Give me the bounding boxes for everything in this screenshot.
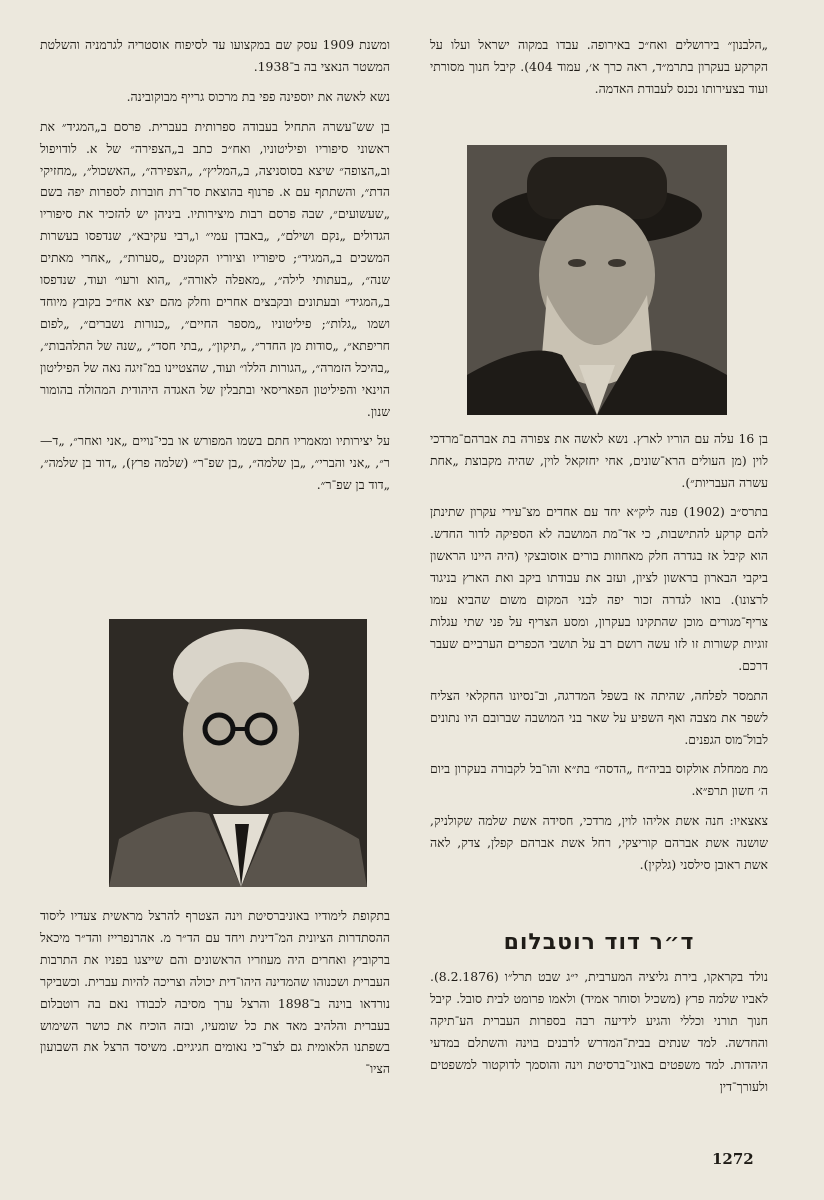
portrait-photo-man-with-hat — [467, 145, 727, 415]
paragraph: נשא לאשה את יוספינה פפי בת מרכוס גרייף מבוקובינה. — [126, 88, 390, 104]
paragraph: מת ממחלת אולקוס בביה״ח „הדסה״ בת״א והו־בל לקבורה בעקרון ביום ה׳ חשון תרפ״א. — [430, 761, 768, 799]
page-number: 1272 — [712, 1150, 754, 1168]
paragraph: „הלבנון״ בירושלים ואח״כ באירופה. עבדו במקוה ישראל ועלו על הקרקע בעקרון בתרמ״ד, ראה כרך א׳, עמוד 404). קיבל חנוך מסורתי ועוד בצעירותו נכנס לעבודת האדמה. — [430, 37, 768, 96]
portrait-photo-man-with-glasses — [109, 619, 367, 887]
paragraph: בתקופת לימודיו באוניברסיטת וינה הצטרף להרצל מראשית צעדיו ליסוד ההסתדרות הציונית המ־דינית ויחד עם הד״ר מ. אהרנפרייז והד״ר מיכאל ברקוביץ ואחרים היה מעוזריו הראשונים והם שייצגו בפניו את התרבות העברית ושכנוהו שהמדינה היהו־דית יכולה וצריכה להיות עברית. וכשביקר נורדאו בוינה ב־1898 והרצל ערך מסיבה לכבודו נאם בה רוטבלום בעברית והלהיב מאד את כל שומעיו, ובזה הוכיח את כושר השימוש בשפתנו הלאומית גם לצר־כי נאומים חגיגיים. משיסד הרצל את השבועון הציו־ — [40, 908, 390, 1077]
paragraph: על יצירותיו ומאמריו חתם בשמו המפורש או בכי־נויים „אני ואחר״, „ד—ר״, „אני והברי״, „בן שלמה״, „בן שפ־ר״ (שלמה פרץ), „דוד בן שלמה״, „דוד בן שפ־ר״. — [40, 433, 390, 493]
paragraph: התמסר לפלחה, שהיתה אז בשפל המדרגה, וב־נסיונו החקלאי הצליח לשפר את מצבה ואף השפיע על שאר בני המושבה שברובם היו נתונים לבול־מוס הגפנים. — [430, 687, 768, 747]
paragraph: בתרס״ב (1902) פנה ליק״א יחד עם אחדים מצ־עירי עקרון שתינתן להם קרקע להתישבות, כי אד־מת המושבה לא הספיקה לדור החדש. הוא קיבל אז בגדרה חלק מאחוזות בורים אוסובצקי (היה היינו הראשון ביקבי הבארון בראשון לציון, ועזב את עבודתו ביקב ואת הארץ בניגוד לרצונו). בואו לגדרה זכור יפה לבני המקום משום שהביא עמו צריף־מגורים מוכן שהתקינו בעקרון, ומסע הצריף על פני שתי עגלות זוגיות קשורות זו לזו עשה רושם רב על תושבי הכפרים הערביים שעבר דרכם. — [430, 504, 768, 673]
paragraph: צאצאיו: חנה אשת אליהו לוין, מרדכי, חסידה אשת שלמה שקולניק, שושנה אשת אברהם קוריצקי, רחל אשת אברהם קפלן, צדק, לאה אשת ראובן סילסני (גלקין). — [430, 813, 768, 873]
paragraph: בן 16 עלה עם הוריו לארץ. נשא לאשה את צפורה בת אברהם־מרדכי לוין (מן העולים הרא־שונים, אחי יחזקאל לוין, שהיה מקבוצת „אחת עשרה העבריות״). — [430, 430, 768, 490]
paragraph: בן שש־עשרה התחיל בעבודה ספרותית בעברית. פרסם ב„המגיד״ את ראשוני סיפוריו ופיליטוניו, ואח״כ כתב ב„הצפירה״ של א. לודויפול וב„הצופה״ שיצא בסוסניצה, ב„המליץ״, „הצפירה״, „האשכול״, „מחזיקי הדת״, והשתתף עם א. פרנוף בהוצאת סד־רת חוברות לספרות יפה בשם „שעשועים״, שבה פרסם רבות מיצירותיו. ביניהן יש להזכיר את סיפוריו הגדולים „נקם ושילם״, „באבדן עמי״ ו„רבי עקיבא״, שנדפסו בעשרות המשכים ב„המגיד״; סיפוריו וציוריו הקטנים „סערות״, „אחרי מאתים שנה״, „בעתותי לילה״, „מאפלה לאורה״, „הוא ורעו״ ועוד, שנדפסו ב„המגיד״ ובעתונים ובקבצים אחרים וחלק מהם יצא אח״כ בקובץ מיוחד ושמו „גלות״; פיליטוניו „מספר החיים״, „כנורות נשברים״, „לפום חריפתא״, „סודות מן החדר״, „תיקון״, „בתי חסד״, „שנה של התלהבות״, „בהיכל הזמרה״, „הגורות הללו״ ועוד, שהצטיינו במ־זיגה נאה של הפיליטון הוינאי והפיליטון הפאריסאי ובתבלין של האגדה היהודית המהולה בהומור שנון. — [40, 118, 390, 419]
right-column-bottom — [430, 966, 768, 1105]
left-column-top — [40, 34, 390, 504]
paragraph: נולד בקראקו, בירת גליציה המערבית, י״ג שבט תרל״ו (8.2.1876). לאביו שלמה פרץ (משכיל וסוחר אמיד) ולאמו פרומט לבית סובל. קיבל חנוך תורני וכללי והגיע לידיעה רבה בספרות העברית הע־תיקה והחדשה. למד שנתים בבית־המדרש לרבנים בוינה והשתלם במדעי היהדות. למד משפטים באוני־ברסיטת וינה והוסמך לדוקטור למשפטים ולעורך־דין — [430, 969, 768, 1094]
paragraph: ומשנת 1909 עסק שם במקצועו עד לסיפוח אוסטריה לגרמניה והשלטת המשטר הנאצי בה ב־1938. — [40, 37, 390, 74]
left-column-bottom — [40, 905, 390, 1088]
article-heading: ד״ר דוד רוטבלום — [503, 930, 695, 955]
